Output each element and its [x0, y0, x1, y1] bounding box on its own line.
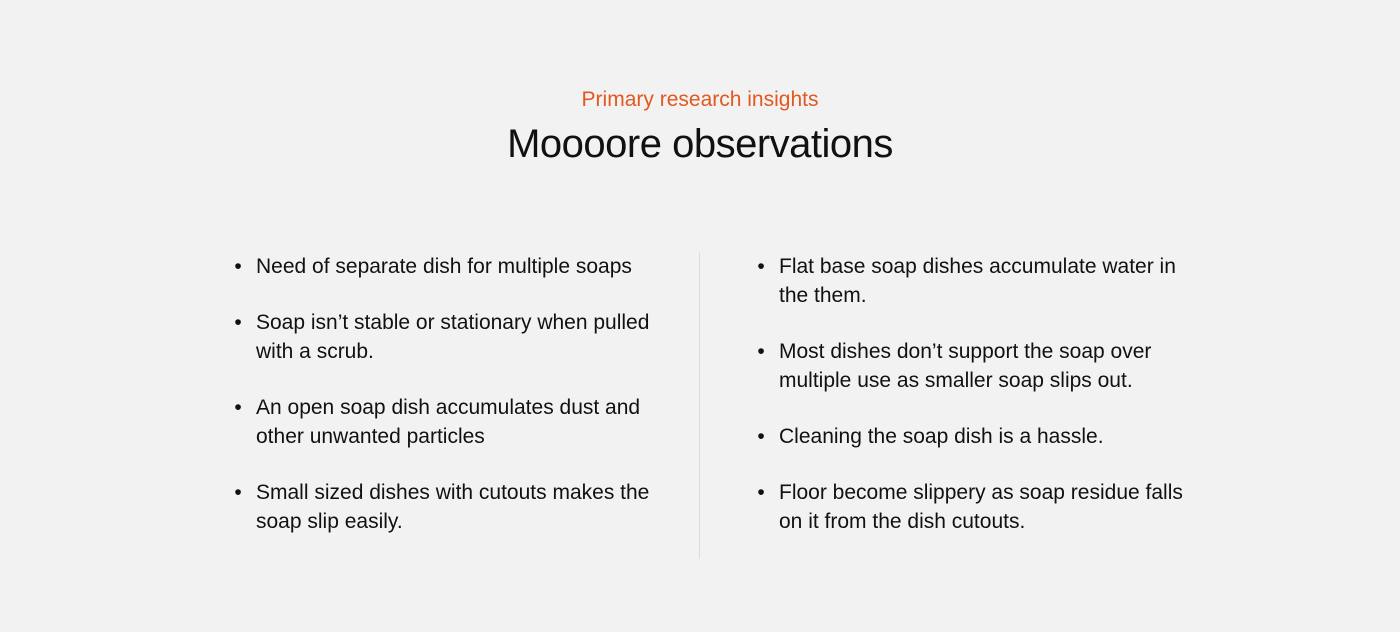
list-item — [232, 252, 682, 281]
slide-header — [0, 84, 1400, 170]
right-observations-column — [755, 252, 1205, 563]
list-item — [755, 337, 1205, 395]
list-item — [232, 478, 682, 536]
list-item — [232, 308, 682, 366]
observation-text: Small sized dishes with cutouts makes the soap slip easily. — [256, 481, 650, 533]
observation-text: Flat base soap dishes accumulate water in the them. — [779, 255, 1176, 307]
bullet-icon: • — [234, 481, 242, 504]
observation-text: Soap isn’t stable or stationary when pulled with a scrub. — [256, 311, 650, 363]
bullet-icon: • — [234, 255, 242, 278]
left-observations-column — [232, 252, 682, 563]
list-item — [755, 252, 1205, 310]
list-item — [755, 422, 1205, 451]
observation-text: Most dishes don’t support the soap over multiple use as smaller soap slips out. — [779, 340, 1152, 392]
bullet-icon: • — [234, 311, 242, 334]
right-observations-list — [755, 252, 1205, 536]
list-item — [755, 478, 1205, 536]
eyebrow-label: Primary research insights — [581, 88, 819, 111]
observation-text: Need of separate dish for multiple soaps — [256, 255, 632, 278]
bullet-icon: • — [757, 255, 765, 278]
observation-text: Floor become slippery as soap residue falls on it from the dish cutouts. — [779, 481, 1183, 533]
bullet-icon: • — [757, 481, 765, 504]
bullet-icon: • — [757, 425, 765, 448]
left-observations-list — [232, 252, 682, 536]
bullet-icon: • — [757, 340, 765, 363]
page-title: Moooore observations — [507, 122, 893, 166]
observation-text: Cleaning the soap dish is a hassle. — [779, 425, 1104, 448]
list-item — [232, 393, 682, 451]
observation-text: An open soap dish accumulates dust and other unwanted particles — [256, 396, 641, 448]
column-divider — [699, 252, 700, 559]
bullet-icon: • — [234, 396, 242, 419]
